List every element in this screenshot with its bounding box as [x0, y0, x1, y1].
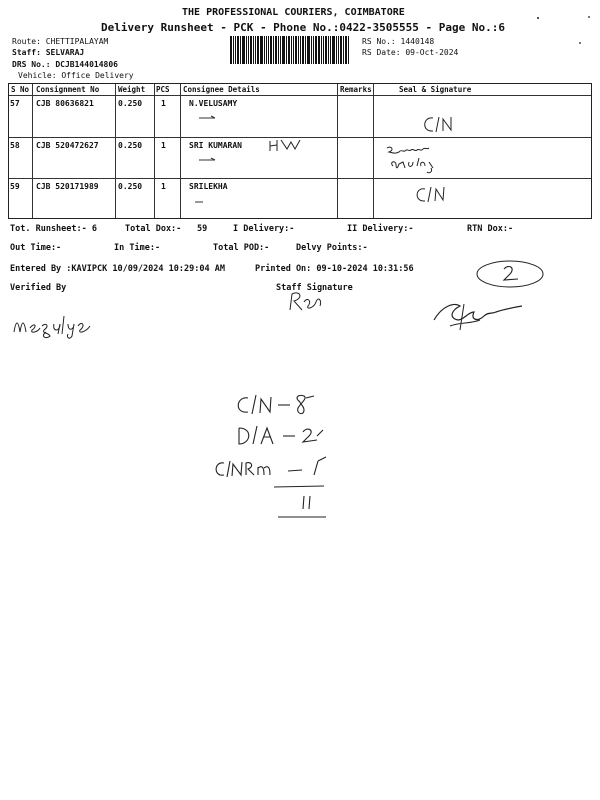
- barcode-bar: [321, 36, 322, 64]
- barcode-bar: [257, 36, 259, 64]
- col-weight-header: Weight: [118, 85, 146, 94]
- barcode-bar: [293, 36, 294, 64]
- staff-signature-scribble: [286, 288, 326, 314]
- barcode-bar: [260, 36, 263, 64]
- circled-page-mark: [474, 258, 546, 290]
- table-row-sno: 59: [10, 182, 20, 191]
- barcode-bar: [295, 36, 297, 64]
- barcode-bar: [298, 36, 299, 64]
- handwritten-note: [267, 137, 311, 153]
- barcode-bar: [280, 36, 281, 64]
- barcode-bar: [270, 36, 272, 64]
- barcode-bar: [318, 36, 320, 64]
- table-row-consignment: CJB 520472627: [36, 141, 99, 150]
- tally-total-line-top: [272, 484, 328, 490]
- verifier-signature: [12, 306, 102, 340]
- barcode-bar: [264, 36, 265, 64]
- barcode-bar: [240, 36, 241, 64]
- table-row-sno: 57: [10, 99, 20, 108]
- i-delivery-label: I Delivery:-: [233, 224, 295, 234]
- barcode-bar: [288, 36, 290, 64]
- tot-runsheet: Tot. Runsheet:- 6: [10, 224, 97, 234]
- tally-total-line-bottom: [276, 514, 332, 520]
- tally-cn-rtn-1: [210, 455, 336, 483]
- barcode-bar: [273, 36, 274, 64]
- staff-signature-label: Staff Signature: [276, 283, 353, 293]
- rs-number: RS No.: 1440148: [362, 37, 435, 46]
- barcode-bar: [282, 36, 285, 64]
- delvy-points-label: Delvy Points:-: [296, 243, 368, 253]
- barcode-bar: [275, 36, 277, 64]
- barcode-bar: [253, 36, 254, 64]
- col-remarks-header: Remarks: [340, 85, 372, 94]
- in-time-label: In Time:-: [114, 243, 161, 253]
- barcode-bar: [348, 36, 349, 64]
- total-pod-label: Total POD:-: [213, 243, 270, 253]
- tick-mark: [193, 198, 207, 206]
- tick-mark: [197, 156, 219, 164]
- barcode-bar: [242, 36, 245, 64]
- tick-mark: [197, 114, 219, 122]
- barcode-bar: [300, 36, 301, 64]
- rtn-dox-label: RTN Dox:-: [467, 224, 514, 234]
- printed-on: Printed On: 09-10-2024 10:31:56: [255, 264, 414, 274]
- seal-cn-row59: [411, 184, 451, 206]
- barcode-bar: [325, 36, 327, 64]
- table-row-consignee: N.VELUSAMY: [189, 99, 238, 108]
- barcode-bar: [311, 36, 312, 64]
- col-seal-header: Seal & Signature: [399, 85, 472, 94]
- barcode-bar: [345, 36, 347, 64]
- table-row-consignment: CJB 520171989: [36, 182, 99, 191]
- scan-speck: [579, 42, 581, 44]
- barcode-bar: [315, 36, 317, 64]
- runsheet-subtitle: Delivery Runsheet - PCK - Phone No.:0422-3505555 - Page No.:6: [101, 21, 505, 34]
- table-row-consignment: CJB 80636821: [36, 99, 94, 108]
- barcode-bar: [246, 36, 247, 64]
- tally-cn-8: [232, 392, 318, 420]
- table-row-consignee: SRI KUMARAN: [189, 141, 242, 150]
- table-row-pcs: 1: [161, 141, 166, 150]
- tally-da-2: [233, 422, 329, 450]
- barcode-bar: [248, 36, 249, 64]
- verified-by-label: Verified By: [10, 283, 67, 293]
- barcode-bar: [302, 36, 304, 64]
- barcode-bar: [237, 36, 239, 64]
- barcode-bar: [286, 36, 287, 64]
- company-title: THE PROFESSIONAL COURIERS, COIMBATORE: [182, 7, 405, 18]
- barcode-bar: [233, 36, 234, 64]
- scan-speck: [588, 16, 590, 18]
- ii-delivery-label: II Delivery:-: [347, 224, 414, 234]
- barcode-bar: [343, 36, 344, 64]
- barcode-bar: [255, 36, 256, 64]
- barcode-bar: [336, 36, 337, 64]
- tally-total-11: [296, 493, 320, 513]
- barcode-bar: [268, 36, 269, 64]
- runsheet-table: [8, 83, 592, 219]
- barcode-bar: [291, 36, 292, 64]
- vehicle-label: Vehicle: Office Delivery: [18, 71, 134, 80]
- barcode-bar: [330, 36, 331, 64]
- barcode-bar: [307, 36, 310, 64]
- col-consignment-header: Consignment No: [36, 85, 100, 94]
- barcode-bar: [338, 36, 339, 64]
- table-row-sno: 58: [10, 141, 20, 150]
- barcode-bar: [250, 36, 252, 64]
- col-sno-header: S No: [11, 85, 30, 94]
- table-row-pcs: 1: [161, 99, 166, 108]
- barcode-bar: [305, 36, 306, 64]
- barcode-bar: [278, 36, 279, 64]
- barcode-bar: [340, 36, 342, 64]
- barcode-bar: [230, 36, 232, 64]
- barcode-bar: [332, 36, 335, 64]
- staff-label: Staff: SELVARAJ: [12, 48, 85, 57]
- barcode-bar: [323, 36, 324, 64]
- route-label: Route: CHETTIPALAYAM: [12, 37, 109, 46]
- seal-cn-row57: [419, 114, 459, 136]
- scan-speck: [537, 17, 539, 19]
- drs-number: DRS No.: DCJB144014806: [12, 60, 118, 69]
- barcode-bar: [328, 36, 329, 64]
- barcode-bar: [235, 36, 236, 64]
- barcode: [230, 36, 355, 64]
- entered-by: Entered By :KAVIPCK 10/09/2024 10:29:04 AM: [10, 264, 225, 274]
- barcode-bar: [313, 36, 314, 64]
- table-row-consignee: SRILEKHA: [189, 182, 228, 191]
- supervisor-signature: [430, 296, 526, 334]
- table-row-weight: 0.250: [118, 141, 143, 150]
- out-time-label: Out Time:-: [10, 243, 62, 253]
- table-row-weight: 0.250: [118, 99, 143, 108]
- table-row-weight: 0.250: [118, 182, 143, 191]
- col-consignee-header: Consignee Details: [183, 85, 260, 94]
- barcode-bar: [266, 36, 267, 64]
- rs-date: RS Date: 09-Oct-2024: [362, 48, 459, 57]
- col-pcs-header: PCS: [156, 85, 170, 94]
- table-row-pcs: 1: [161, 182, 166, 191]
- total-dox-label: Total Dox:-: [125, 224, 182, 234]
- total-dox-value: 59: [197, 224, 208, 234]
- seal-signature-row58: [385, 144, 441, 176]
